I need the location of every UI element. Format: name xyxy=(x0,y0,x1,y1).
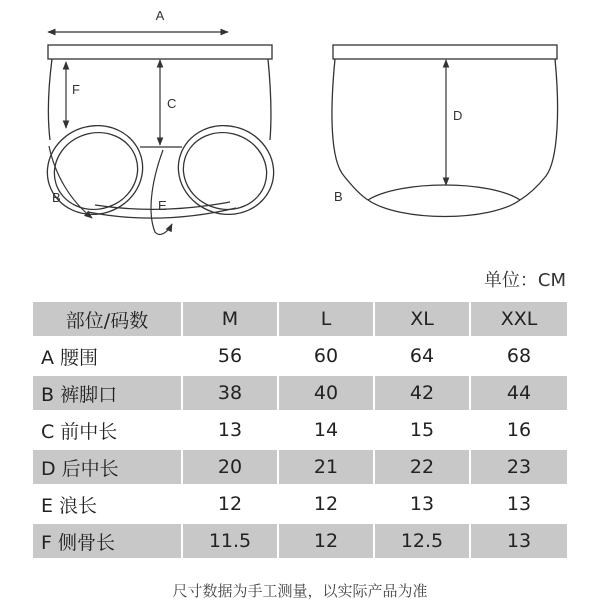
table-cell: 42 xyxy=(375,376,471,410)
label-c: C xyxy=(167,96,177,111)
table-cell: 22 xyxy=(375,450,471,484)
table-cell: 44 xyxy=(471,376,567,410)
column-header: 部位/码数 xyxy=(33,302,183,336)
table-cell: 38 xyxy=(183,376,279,410)
table-row xyxy=(33,524,567,558)
row-part: C 前中长 xyxy=(33,413,183,447)
table-row xyxy=(33,487,567,521)
table-cell: 11.5 xyxy=(183,524,279,558)
table-cell: 68 xyxy=(506,345,532,367)
row-part: B 裤脚口 xyxy=(33,376,183,410)
column-header: XL xyxy=(375,302,471,336)
row-part: F 侧骨长 xyxy=(33,524,183,558)
table-row xyxy=(33,450,567,484)
table-cell: 64 xyxy=(375,339,471,373)
table-cell: 15 xyxy=(375,413,471,447)
row-part: D 后中长 xyxy=(33,450,183,484)
label-b-front: B xyxy=(52,190,61,205)
label-a: A xyxy=(155,8,165,23)
label-f: F xyxy=(72,82,80,97)
label-e: E xyxy=(158,198,167,213)
size-table xyxy=(33,299,567,561)
row-part: A 腰围 xyxy=(33,339,183,373)
table-cell: 12 xyxy=(279,487,375,521)
table-cell: 16 xyxy=(506,419,532,441)
table-cell: 20 xyxy=(183,450,279,484)
table-cell: 14 xyxy=(279,413,375,447)
table-header-row xyxy=(33,302,567,336)
unit-label: 单位：CM xyxy=(483,270,566,291)
table-cell: 13 xyxy=(375,487,471,521)
table-row xyxy=(33,339,567,373)
column-header: XXL xyxy=(471,302,567,336)
table-cell: 56 xyxy=(183,339,279,373)
table-cell: 12 xyxy=(279,524,375,558)
table-cell: 40 xyxy=(279,376,375,410)
measurement-note: 尺寸数据为手工测量，以实际产品为准 xyxy=(172,582,428,600)
measure-lines-front xyxy=(48,32,228,234)
table-cell: 21 xyxy=(279,450,375,484)
label-d: D xyxy=(453,108,463,123)
table-cell: 13 xyxy=(471,524,567,558)
row-part: E 浪长 xyxy=(33,487,183,521)
table-row xyxy=(33,376,567,410)
column-header: M xyxy=(183,302,279,336)
table-cell: 60 xyxy=(279,339,375,373)
table-cell: 12.5 xyxy=(375,524,471,558)
column-header: L xyxy=(279,302,375,336)
table-cell: 13 xyxy=(183,413,279,447)
back-view-drawing xyxy=(332,45,558,217)
table-cell: 23 xyxy=(471,450,567,484)
table-row xyxy=(33,413,567,447)
label-b-back: B xyxy=(334,189,343,204)
garment-diagram xyxy=(0,0,600,250)
table-cell: 13 xyxy=(506,493,532,515)
table-cell: 12 xyxy=(183,487,279,521)
